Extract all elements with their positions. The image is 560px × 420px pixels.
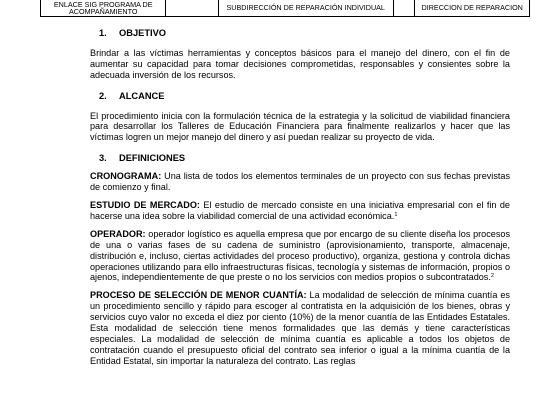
header-blank-2 [394,0,416,16]
header-blank-1 [166,0,218,16]
header-enlace: ENLACE SIG PROGRAMA DE ACOMPAÑAMIENTO [41,0,166,16]
header-subdireccion: SUBDIRECCIÓN DE REPARACIÓN INDIVIDUAL [219,0,394,16]
section-heading-objetivo: 1. OBJETIVO [99,28,167,38]
document-header [40,0,530,17]
definition-estudio-de-mercado: ESTUDIO DE MERCADO: El estudio de mercado consiste en una iniciativa empresarial con el fin de hacerse una idea sobre la viabilidad comercial de una actividad económica.$^1$ [90,199,510,221]
definition-operador: OPERADOR: operador logístico es aquella empresa que por encargo de su cliente diseña los procesos de una o varias fases de su cadena de suministro (aprovisionamiento, transporte, almacenaje, distribución e, incluso, ciertas actividades del proceso productivo), organiza, gestiona y controla dichas operaciones utilizando para ello infraestructuras físicas, tecnología y sistemas de información, propios o ajenos, independientemente de que preste o no los servicios con medios propios o subcontratados.$^2$ [90,228,510,283]
section-heading-definiciones: 3. DEFINICIONES [99,153,186,164]
section-heading-alcance: 2. ALCANCE [99,90,165,101]
section-text-objetivo: Brindar a las víctimas herramientas y conceptos básicos para el manejo del dinero, con el fin de aumentar su capacidad para tomar decisiones comprometidas, responsables y consientes sobre la adecuada inversión de los recursos. [90,47,510,80]
definition-cronograma: CRONOGRAMA: Una lista de todos los elementos terminales de un proyecto con sus fechas previstas de comienzo y final. [90,171,510,193]
document-body [90,28,510,367]
footnote-marker: 2 [490,273,494,280]
section-text-alcance: El procedimiento inicia con la formulación técnica de la estrategia y la solicitud de viabilidad financiera para desarrollar los Talleres de Educación Financiera para finalmente realizarlos y hacer que las víctimas logren un mejor manejo del dinero y así puedan realizar su proyecto de vida. [90,110,510,143]
footnote-marker: 1 [394,211,398,218]
header-direccion: DIRECCION DE REPARACION [421,3,523,13]
definition-proceso-menor-cuantia: PROCESO DE SELECCIÓN DE MENOR CUANTÍA: La modalidad de selección de mínima cuantía es un procedimiento sencillo y rápido para escoger al contratista en la adquisición de los bienes, obras y servicios cuyo valor no exceda el diez por ciento (10%) de la menor cuantía de las Entidades Estatales. Esta modalidad de selección tiene menos formalidades que las demás y tiene características especiales. La modalidad de selección de mínima cuantía es aplicable a todos los objetos de contratación cuando el presupuesto oficial del contrato sea inferior o igual a la mínima cuantía de la Entidad Estatal, sin importar la naturaleza del contrato. Las reglas [90,290,510,366]
